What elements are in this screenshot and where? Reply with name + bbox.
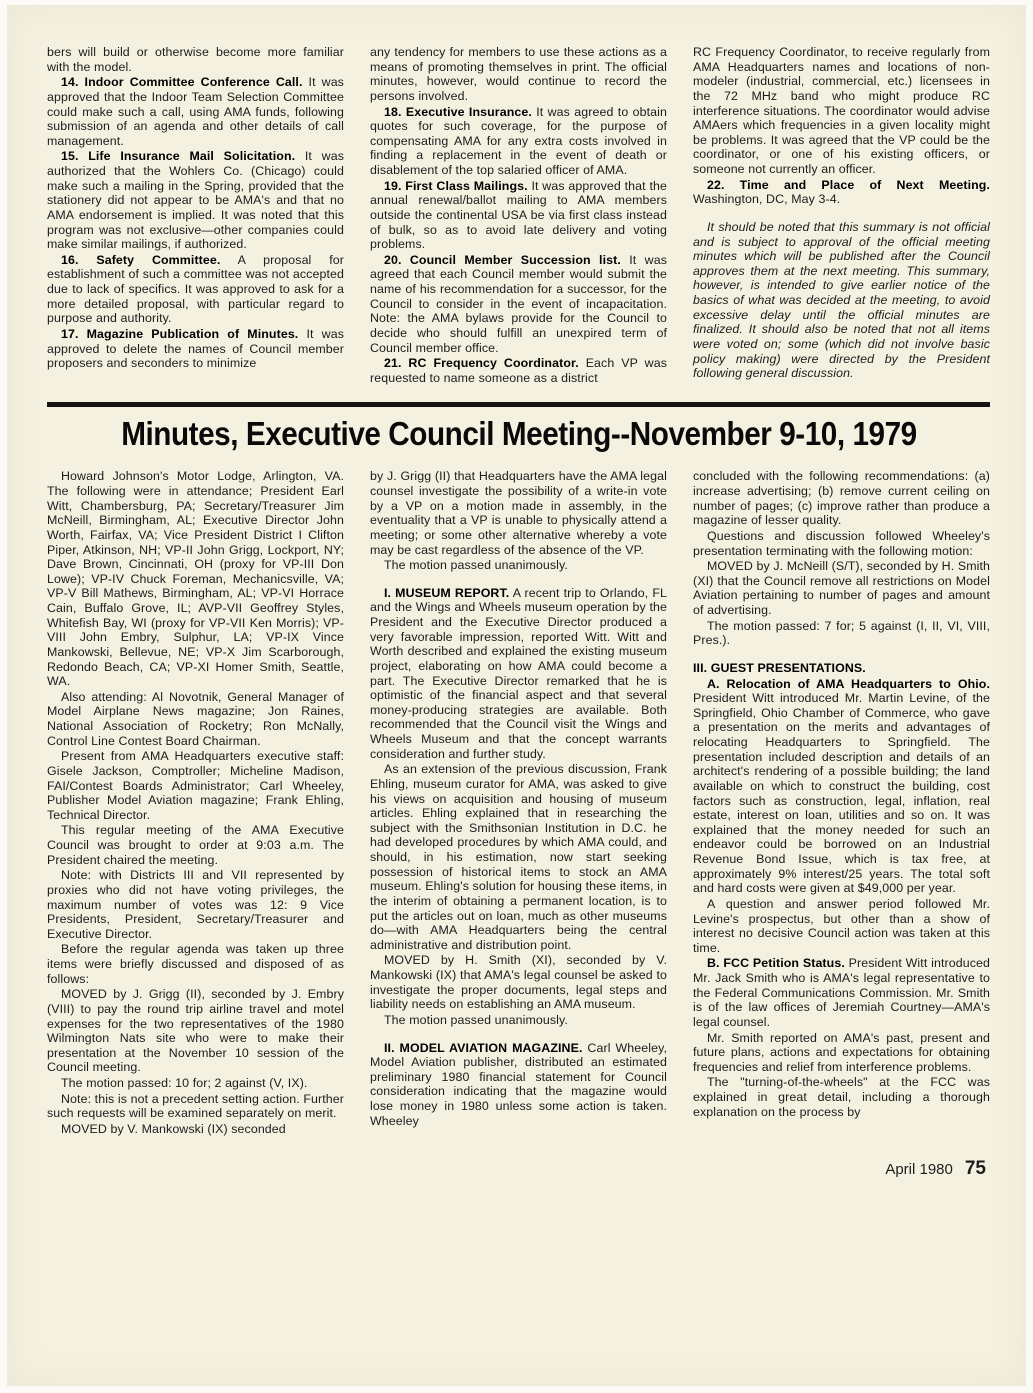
item-lead-label: 21. RC Frequency Coordinator. — [384, 356, 579, 371]
agenda-item-paragraph: 21. RC Frequency Coordinator. Each VP was requested to name someone as a district — [370, 356, 667, 385]
paragraph: As an extension of the previous discussion, Frank Ehling, museum curator for AMA, was asked to give his views on acquisition and housing of museum articles. Ehling explained that in researching the subject with the Smithsonian Institution in D.C. he had developed procedures by which AMA could, and should, in his estimation, now start seeking possession of historical items to stock an AMA museum. Ehling's solution for housing these items, in the interim of obtaining a permanent location, is to put the articles out on loan, much as other museums do—with AMA Headquarters being the central administrative and distribution point. — [370, 762, 667, 952]
agenda-item-paragraph — [693, 661, 990, 676]
text-column — [47, 469, 344, 1137]
paragraph: Present from AMA Headquarters executive staff: Gisele Jackson, Comptroller; Micheline Madison, FAI/Contest Boards Administrator; Carl Wheeley, Publisher Model Aviation magazine; Frank Ehling, Technical Director. — [47, 749, 344, 822]
agenda-item-paragraph: 18. Executive Insurance. It was agreed to obtain quotes for such coverage, for the purpose of compensating AMA for any extra costs involved in finding a replacement in the event of death or disablement of the top salaried officer of AMA. — [370, 104, 667, 177]
paragraph: Also attending: Al Novotnik, General Manager of Model Airplane News magazine; Jon Raines, National Association of Rocketry; Ron McNally, Control Line Contest Board Chairman. — [47, 689, 344, 748]
paragraph: concluded with the following recommendations: (a) increase advertising; (b) remove current ceiling on number of pages; (c) improve rather than produce a magazine of lesser quality. — [693, 469, 990, 528]
paragraph: MOVED by J. Grigg (II), seconded by J. Embry (VIII) to pay the round trip airline travel and motel expenses for the two representatives of the 1980 Wilmington Nats site who were to make their presentation at the November 10 session of the Council meeting. — [47, 987, 344, 1075]
top-section-continued-minutes — [47, 45, 990, 386]
item-lead-label: 16. Safety Committee. — [61, 252, 221, 267]
article-headline — [47, 415, 990, 453]
agenda-item-paragraph: A. Relocation of AMA Headquarters to Ohio. President Witt introduced Mr. Martin Levine, of the Springfield, Ohio Chamber of Commerce, who gave a presentation on the merits and advantages of relocating Headquarters to Springfield. The presentation included description and details of an architect's rendering of a possible building; the land available on which to construct the building, cost factors such as construction, legal, inflation, real estate, interest on loan, utilities and so on. It was explained that the money needed for such an endeavor could be borrowed on an Industrial Revenue Bond Issue, which is tax free, at approximately 9% interest/25 years. The total soft and hard costs were given at $49,000 per year. — [693, 676, 990, 896]
agenda-item-paragraph: 17. Magazine Publication of Minutes. It was approved to delete the names of Council member proposers and seconders to minimize — [47, 326, 344, 371]
agenda-item-paragraph: I. MUSEUM REPORT. A recent trip to Orlando, FL and the Wings and Wheels museum operation by the President and the Executive Director produced a very favorable impression, reported Witt. Witt and Worth described and explained the existing museum project, elaborating on how AMA could become a part. The Executive Director remarked that he is optimistic of the financial aspect and that several money-producing strategies are available. Both recommended that the Council visit the Wings and Wheels Museum and that the concept warrants consideration and further study. — [370, 585, 667, 761]
agenda-item-paragraph: 20. Council Member Succession list. It was agreed that each Council member would submit the name of his recommendation for a successor, for the Council to consider in the event of incapacitation. Note: the AMA bylaws provide for the Council to decide who should fulfill an unexpired term of Council member office. — [370, 252, 667, 355]
agenda-item-paragraph: 22. Time and Place of Next Meeting. Washington, DC, May 3-4. — [693, 177, 990, 207]
paragraph: Questions and discussion followed Wheeley's presentation terminating with the following motion: — [693, 528, 990, 558]
paragraph: It should be noted that this summary is not official and is subject to approval of the official meeting minutes which will be published after the Council approves them at the next meeting. This summary, however, is intended to give earlier notice of the basics of what was decided at the meeting, to avoid excessive delay until the official minutes are finalized. It should also be noted that not all items were voted on; some (which did not involve basic policy making) were directed by the President following general discussion. — [693, 219, 990, 381]
text-column — [693, 469, 990, 1137]
page-content — [7, 5, 1026, 1180]
paragraph: The motion passed: 10 for; 2 against (V, IX). — [61, 1076, 308, 1090]
section-divider-rule — [47, 402, 990, 407]
paragraph: MOVED by V. Mankowski (IX) seconded — [61, 1121, 286, 1136]
text-column — [370, 45, 667, 386]
paragraph: MOVED by H. Smith (XI), seconded by V. Mankowski (IX) that AMA's legal counsel be asked to investigate the proper documents, legal steps and liability needs on establishing an AMA museum. — [370, 953, 667, 1012]
paragraph: The "turning-of-the-wheels" at the FCC was explained in great detail, including a thorough explanation on the process by — [693, 1075, 990, 1119]
page-number: 75 — [964, 1157, 986, 1179]
item-lead-label: 19. First Class Mailings. — [384, 178, 528, 193]
paragraph: The motion passed: 7 for; 5 against (I, II, VI, VIII, Pres.). — [693, 618, 990, 648]
magazine-page — [7, 5, 1026, 1386]
item-lead-label: A. Relocation of AMA Headquarters to Ohio. — [707, 676, 990, 691]
main-article-section — [47, 469, 990, 1137]
paragraph: any tendency for members to use these actions as a means of promoting themselves in print. The official minutes, however, would continue to record the persons involved. — [370, 45, 667, 103]
item-lead-label: B. FCC Petition Status. — [707, 956, 845, 971]
paragraph: Mr. Smith reported on AMA's past, present and future plans, actions and expectations for obtaining frequencies and relief from interference problems. — [693, 1030, 990, 1074]
text-column — [693, 45, 990, 386]
paragraph: MOVED by J. McNeill (S/T), seconded by H. Smith (XI) that the Council remove all restrictions on Model Aviation pertaining to number of pages and amount of advertising. — [693, 559, 990, 617]
page-footer — [47, 1158, 990, 1180]
text-column — [370, 469, 667, 1137]
paragraph: Howard Johnson's Motor Lodge, Arlington, VA. The following were in attendance; President Earl Witt, Chambersburg, PA; Secretary/Treasurer Jim McNeill, Birmingham, AL; Executive Director John Worth, Fairfax, VA; Vice President District I Clifton Piper, Atkinson, NH; VP-II John Grigg, Lockport, NY; Dave Brown, Cincinnati, OH (proxy for VP-III Don Lowe); VP-IV Chuck Foreman, Mechanicsville, VA; VP-V Bill Mathews, Birmingham, AL; VP-VI Horrace Cain, Buffalo Grove, IL; AVP-VII Geoffrey Styles, Whitefish Bay, WI (proxy for VP-VII Ken Morris); VP-VIII John Embry, Sulphur, LA; VP-IX Vince Mankowski, Bellevue, NE; VP-X Jim Scarborough, Redondo Beach, CA; VP-XI Homer Smith, Seattle, WA. — [47, 469, 344, 689]
item-lead-label: 14. Indoor Committee Conference Call. — [61, 75, 303, 90]
agenda-item-paragraph: B. FCC Petition Status. President Witt introduced Mr. Jack Smith who is AMA's legal representative to the Federal Communications Commission. Mr. Smith is of the law offices of Jeremiah Courtney—AMA's legal counsel. — [693, 956, 990, 1029]
item-lead-label: 18. Executive Insurance. — [384, 104, 532, 119]
item-lead-label: 22. Time and Place of Next Meeting. — [707, 177, 990, 192]
agenda-item-paragraph: 19. First Class Mailings. It was approved that the annual renewal/ballot mailing to AMA members outside the continental USA be via first class instead of bulk, so as to avoid late delivery and voting problems. — [370, 178, 667, 252]
agenda-item-paragraph: 15. Life Insurance Mail Solicitation. It was authorized that the Wohlers Co. (Chicago) could make such a mailing in the Spring, provided that the stationery did not appear to be AMA's and that no AMA endorsement is implied. It was noted that this program was not exclusive—other companies could make similar mailings, if authorized. — [47, 149, 344, 252]
paragraph: Note: with Districts III and VII represented by proxies who did not have voting privileges, the maximum number of votes was 12: 9 Vice Presidents, President, Secretary/Treasurer and Executive Director. — [47, 868, 344, 941]
paragraph: This regular meeting of the AMA Executive Council was brought to order at 9:03 a.m. The President chaired the meeting. — [47, 823, 344, 867]
agenda-item-paragraph: 16. Safety Committee. A proposal for establishment of such a committee was not accepted due to lack of specifics. It was approved to ask for a more detailed proposal, with particular regard to purpose and authority. — [47, 252, 344, 326]
agenda-item-paragraph: 14. Indoor Committee Conference Call. It was approved that the Indoor Team Selection Committee could make such a call, using AMA funds, following submission of an agenda and other details of call management. — [47, 75, 344, 148]
item-lead-label: 17. Magazine Publication of Minutes. — [61, 326, 299, 341]
paragraph: by J. Grigg (II) that Headquarters have the AMA legal counsel investigate the possibility of a write-in vote by a VP on a motion made in assembly, in the eventuality that a VP is unable to physically attend a meeting; or some other alternative whereby a vote may be cast regardless of the absence of the VP. — [370, 469, 667, 557]
paragraph: Note: this is not a precedent setting action. Further such requests will be examined separately on merit. — [47, 1091, 344, 1121]
agenda-item-paragraph: II. MODEL AVIATION MAGAZINE. Carl Wheeley, Model Aviation publisher, distributed an estimated preliminary 1980 financial statement for Council consideration indicating that the magazine would lose money in 1980 unless some action is taken. Wheeley — [370, 1040, 667, 1128]
paragraph: The motion passed unanimously. — [384, 1012, 568, 1027]
paragraph: RC Frequency Coordinator, to receive regularly from AMA Headquarters names and locations of non-modeler (industrial, commercial, etc.) licensees in the 72 MHz band who might produce RC interference situations. The coordinator would advise AMAers which frequencies in a given locality might be problems. It was agreed that the VP could be the coordinator, or one of his existing officers, or someone not currently an officer. — [693, 45, 990, 176]
paragraph: bers will build or otherwise become more familiar with the model. — [47, 45, 344, 74]
item-lead-label: II. MODEL AVIATION MAGAZINE. — [384, 1040, 583, 1055]
item-lead-label: I. MUSEUM REPORT. — [384, 585, 510, 600]
item-lead-label: 15. Life Insurance Mail Solicitation. — [61, 149, 296, 164]
item-lead-label: III. GUEST PRESENTATIONS. — [693, 660, 866, 675]
text-column — [47, 45, 344, 386]
paragraph: A question and answer period followed Mr. Levine's prospectus, but other than a show of interest no decisive Council action was taken at this time. — [693, 896, 990, 955]
issue-date: April 1980 — [885, 1160, 953, 1178]
article-headline-text: Minutes, Executive Council Meeting--November 9-10, 1979 — [120, 415, 917, 453]
item-lead-label: 20. Council Member Succession list. — [384, 252, 621, 267]
paragraph: The motion passed unanimously. — [384, 558, 568, 573]
paragraph: Before the regular agenda was taken up three items were briefly discussed and disposed of as follows: — [47, 942, 344, 986]
